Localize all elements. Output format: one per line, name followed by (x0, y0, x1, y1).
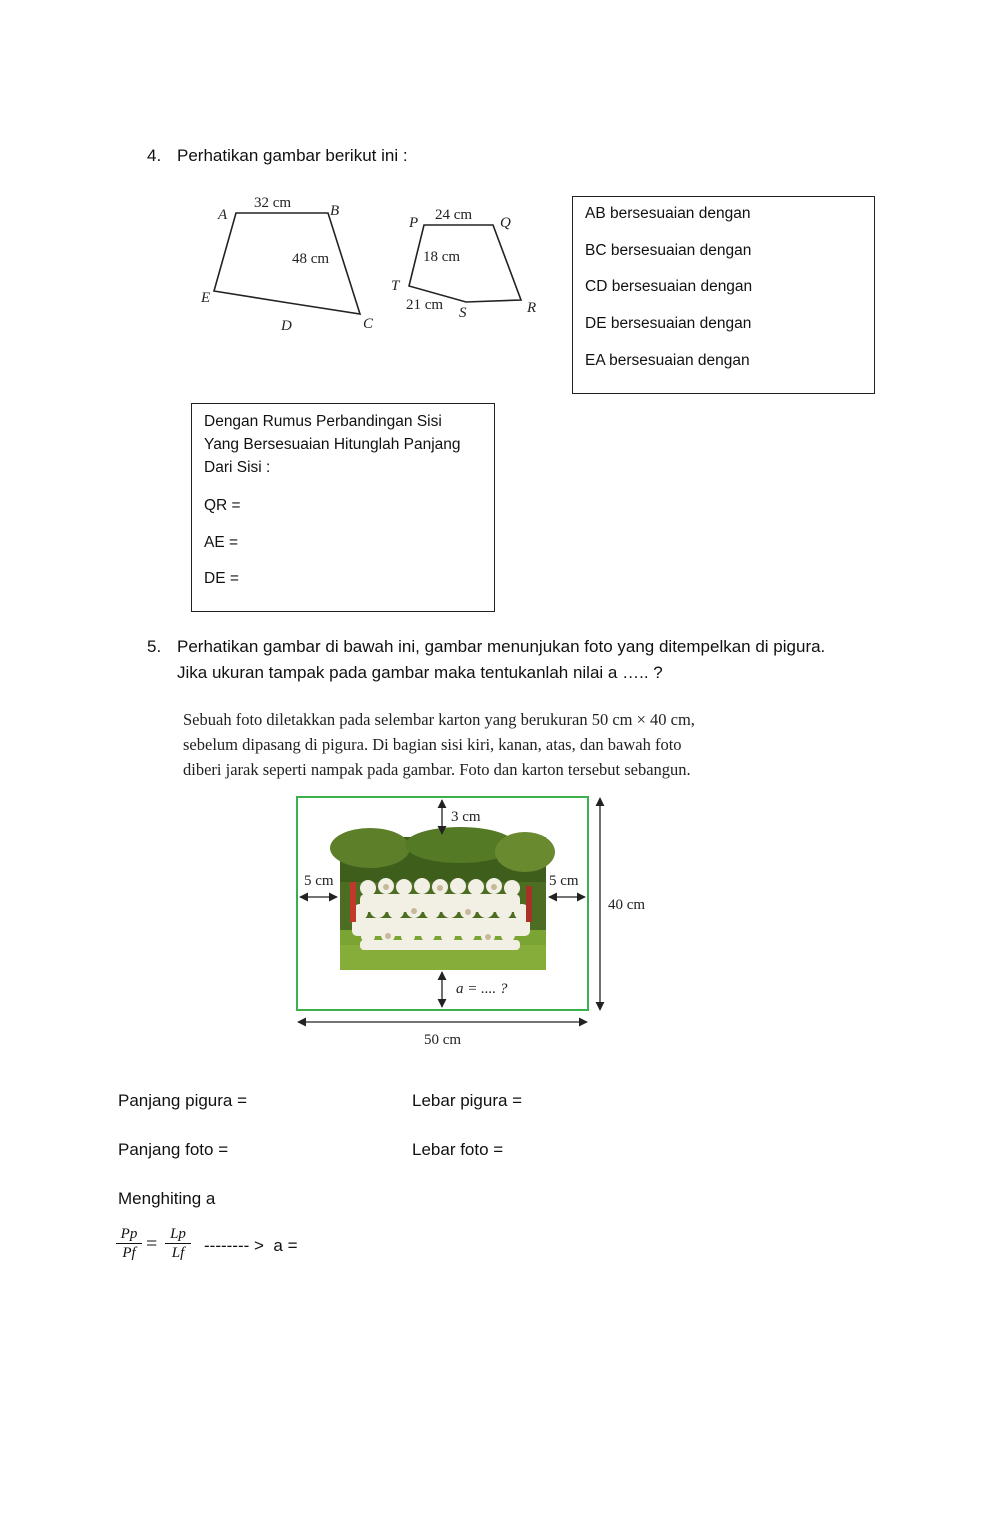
answer-de: DE = (204, 570, 239, 587)
correspondence-ea: EA bersesuaian dengan (585, 352, 750, 369)
question-5-number: 5. (147, 637, 162, 656)
fraction-lp-lf (165, 1226, 191, 1263)
answer-qr: QR = (204, 497, 241, 514)
formula-intro-line-1: Dengan Rumus Perbandingan Sisi (204, 413, 442, 430)
question-4-number: 4. (147, 146, 162, 165)
side-ab-length: 32 cm (254, 195, 292, 211)
formula-intro-line-3: Dari Sisi : (204, 459, 271, 476)
problem-line-3: diberi jarak seperti nampak pada gambar. Foto dan karton tersebut sebangun. (183, 760, 691, 779)
question-5-prompt-line-1: Perhatikan gambar di bawah ini, gambar menunjukan foto yang ditempelkan di pigura. (177, 637, 826, 656)
vertex-t: T (391, 278, 400, 294)
photo-frame-figure (290, 790, 670, 1052)
question-5-prompt-line-2: Jika ukuran tampak pada gambar maka tentukanlah nilai a ….. ? (177, 663, 663, 682)
group-photo (330, 827, 555, 970)
problem-line-2: sebelum dipasang di pigura. Di bagian sisi kiri, kanan, atas, dan bawah foto (183, 735, 682, 754)
vertex-q: Q (500, 215, 511, 231)
panjang-foto-field[interactable]: Panjang foto = (118, 1140, 229, 1159)
similar-pentagons-figure (190, 185, 560, 340)
right-gap-label: 5 cm (549, 873, 579, 889)
lebar-foto-field[interactable]: Lebar foto = (412, 1140, 504, 1159)
pentagon-abcde (214, 213, 360, 314)
answer-ae: AE = (204, 534, 239, 551)
vertex-a: A (218, 207, 228, 223)
correspondence-de: DE bersesuaian dengan (585, 315, 752, 332)
bottom-gap-label: a = .... ? (456, 981, 508, 997)
formula-intro-line-2: Yang Bersesuaian Hitunglah Panjang (204, 436, 461, 453)
fraction-pp-pf (116, 1226, 142, 1263)
side-pq-length: 24 cm (435, 207, 473, 223)
vertex-c: C (363, 316, 374, 332)
top-gap-label: 3 cm (451, 809, 481, 825)
a-answer-field[interactable]: -------- > a = (204, 1236, 298, 1255)
question-4-prompt: Perhatikan gambar berikut ini : (177, 146, 408, 165)
vertex-r: R (527, 300, 537, 316)
formula-equals: = (146, 1233, 158, 1255)
side-ts-length: 21 cm (406, 297, 444, 313)
vertex-e: E (201, 290, 211, 306)
correspondence-bc: BC bersesuaian dengan (585, 242, 752, 259)
menghitung-a-label: Menghiting a (118, 1189, 216, 1208)
height-label: 40 cm (608, 897, 646, 913)
vertex-s: S (459, 305, 467, 321)
problem-line-1: Sebuah foto diletakkan pada selembar karton yang berukuran 50 cm × 40 cm, (183, 710, 695, 729)
correspondence-cd: CD bersesuaian dengan (585, 278, 753, 295)
fraction-lf: Lf (171, 1245, 185, 1261)
problem-statement (183, 707, 695, 782)
vertex-b: B (330, 203, 340, 219)
vertex-p: P (409, 215, 419, 231)
fraction-pf: Pf (122, 1245, 136, 1261)
lebar-pigura-field[interactable]: Lebar pigura = (412, 1091, 523, 1110)
panjang-pigura-field[interactable]: Panjang pigura = (118, 1091, 248, 1110)
formula-box (191, 403, 495, 612)
fraction-pp: Pp (116, 1226, 142, 1244)
vertex-d: D (281, 318, 292, 334)
correspondence-ab: AB bersesuaian dengan (585, 205, 751, 222)
correspondence-box (572, 196, 875, 394)
fraction-lp: Lp (165, 1226, 191, 1244)
left-gap-label: 5 cm (304, 873, 334, 889)
side-bc-length: 48 cm (292, 251, 330, 267)
width-label: 50 cm (424, 1032, 462, 1048)
side-pt-length: 18 cm (423, 249, 461, 265)
